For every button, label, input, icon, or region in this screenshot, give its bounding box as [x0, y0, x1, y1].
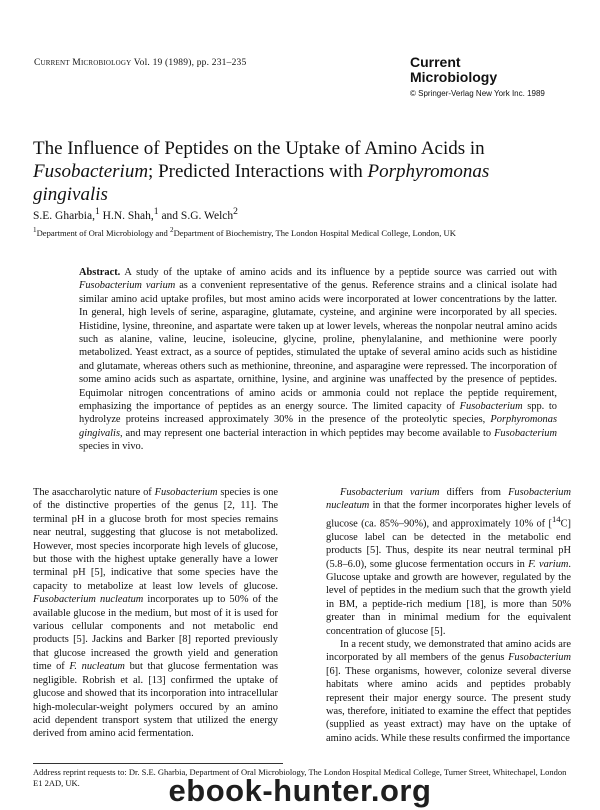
reprint-footnote: Address reprint requests to: Dr. S.E. Gharbia, Department of Oral Microbiology, The London Hospital Medical College, Turner Street, Whitechapel, London E1 2AD, UK. [33, 767, 567, 788]
journal-running-title: Current Microbiology [34, 58, 132, 68]
footnote-divider [33, 763, 283, 764]
running-header [34, 58, 246, 68]
paragraph-recent-study: In a recent study, we demonstrated that amino acids are incorporated by all members of the genus Fusobacterium [6]. These organisms, however, colonize several diverse habitats where amino acids and peptides probably represent their major energy source. The present study was, therefore, initiated to examine the effect that peptides (supplied as yeast extract) may have on the uptake of amino acids. While these results confirmed the importance [326, 638, 571, 744]
abstract: Abstract. A study of the uptake of amino acids and its influence by a peptide source was carried out with Fusobacterium varium as a convenient representative of the genus. Reference strains and a clinical isolate had similar amino acid uptake profiles, but most amino acids were incorporated at lower concentrations by the latter. In general, high levels of serine, asparagine, glutamate, cysteine, and arginine were incorporated by all species. Histidine, lysine, threonine, and aspartate were taken up at lower levels, whereas the nonpolar neutral amino acids such as alanine, valine, leucine, isoleucine, glycine, proline, phenylalanine, and methionine were poorly metabolized. Yeast extract, as a source of peptides, stimulated the uptake of several amino acids such as histidine and glutamate, whereas others such as methionine, threonine, and asparagine were repressed. The incorporation of some amino acids such as aspartate, ornithine, lysine, and arginine was unaffected by the presence of peptides. Equimolar nitrogen concentrations of amino acids or ammonia could not replace the peptide requirement, emphasizing the importance of peptides as an energy source. The limited capacity of Fusobacterium spp. to hydrolyze proteins increased approximately 30% in the presence of the proteolytic species, Porphyromonas gingivalis, and may represent one bacterial interaction in which peptides may become available to Fusobacterium species in vivo. [79, 267, 558, 453]
paragraph-fvarium: Fusobacterium varium differs from Fusobacterium nucleatum in that the former incorporates higher levels of glucose (ca. 85%–90%), and approximately 10% of [$^{14}$C] glucose label can be detected in the metabolic end products [5]. Thus, despite its near neutral terminal pH (5.8–6.0), some glucose fermentation occurs in F. varium. Glucose uptake and growth are however, regulated by the level of peptides in the medium such that the growth yield in BM, a peptide-rich medium [18], is more than 50% greater than in minimal medium for the equivalent concentration of glucose [5]. [326, 487, 572, 637]
journal-title-line1: Current [410, 54, 461, 70]
affiliations: $^1$Department of Oral Microbiology and $^2$Department of Biochemistry, The London Hospital Medical College, London, UK [33, 226, 456, 238]
journal-title-line2: Microbiology [410, 69, 498, 85]
abstract-label: Abstract. [79, 267, 121, 278]
intro-paragraph: The asaccharolytic nature of Fusobacterium species is one of the distinctive properties of the genus [2, 11]. The terminal pH in a glucose broth for most species remains near neutral, suggesting that glucose is not metabolized. However, most species incorporate high levels of glucose, but those with the highest uptake generally have a lower terminal pH [5], indicative that some species have the capacity to metabolize at least low levels of glucose. Fusobacterium nucleatum incorporates up to 50% of the available glucose in the medium, but most of it is used for various cellular components and not metabolic end products [5]. Jackins and Barker [8] reported previously that glucose increased the growth yield and generation time of F. nucleatum but that glucose fermentation was negligible. Robrish et al. [13] confirmed the uptake of glucose and showed that its incorporation into intracellular high-molecular-weight polymers occured by an amino acid dependent transport system that utilized the energy derived from amino acid fermentation. [33, 487, 278, 740]
body-column-right [326, 486, 571, 745]
article-title [33, 137, 563, 206]
title-line3: gingivalis [33, 184, 108, 205]
title-line2: Fusobacterium; Predicted Interactions with Porphyromonas [33, 161, 490, 182]
body-column-left [33, 486, 278, 741]
journal-masthead [410, 55, 580, 98]
volume-info: Vol. 19 (1989), pp. 231–235 [131, 58, 247, 68]
watermark: ebook-hunter.org [168, 773, 432, 808]
title-line1: The Influence of Peptides on the Uptake of Amino Acids in [33, 138, 485, 159]
copyright: © Springer-Verlag New York Inc. 1989 [410, 89, 545, 98]
author-list: S.E. Gharbia,$^1$ H.N. Shah,$^1$ and S.G. Welch$^2$ [33, 206, 238, 222]
